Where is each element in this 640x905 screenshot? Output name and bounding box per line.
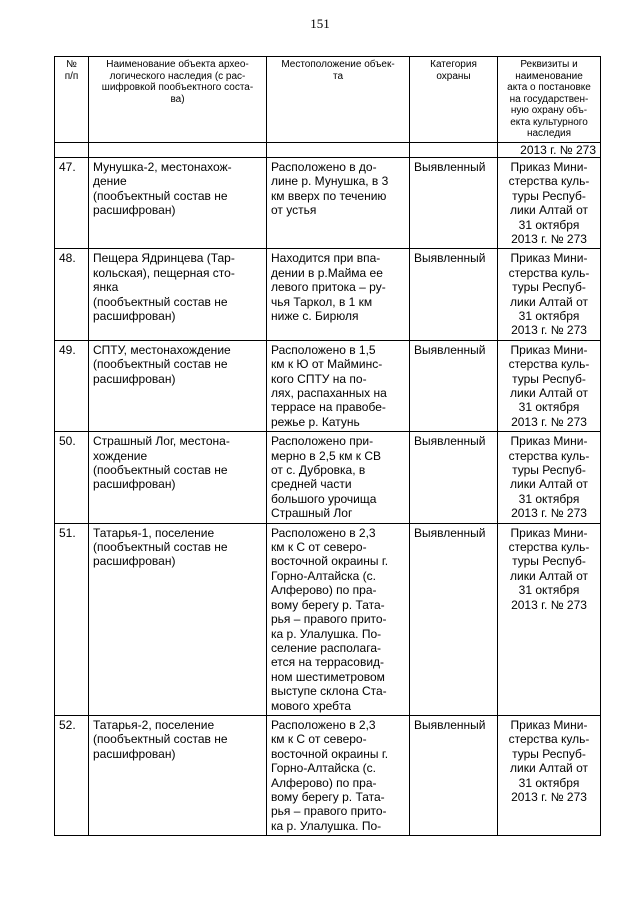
row-num: 51. [55,523,89,715]
table-row [55,249,601,340]
row-num: 47. [55,157,89,248]
header-details: Реквизиты и наименование акта о постановке на государствен- ную охрану объ- екта культурного наследия [498,57,601,143]
row-details: Приказ Мини- стерства куль- туры Респуб- лики Алтай от 31 октября 2013 г. № 273 [498,157,601,248]
row-category: Выявленный [410,249,498,340]
row-location: Расположено в 1,5 км к Ю от Майминс- кого СПТУ на по- лях, распаханных на террасе на правобе- режье р. Катунь [267,340,410,431]
row-name: СПТУ, местонахождение (пообъектный состав не расшифрован) [89,340,267,431]
table-row [55,523,601,715]
row-category: Выявленный [410,715,498,835]
row-name: Татарья-2, поселение (пообъектный состав не расшифрован) [89,715,267,835]
header-num: № п/п [55,57,89,143]
continuation-text: 2013 г. № 273 [498,142,601,157]
row-name: Мунушка-2, местонахож- дение (пообъектный состав не расшифрован) [89,157,267,248]
row-location: Расположено в 2,3 км к С от северо- восточной окраины г. Горно-Алтайска (с. Алферово) по пра- вому берегу р. Тата- рья – правого прито- ка р. Улалушка. По- селение располага- ется на террасовид- ном шестиметровом выступе склона Ста- мового хребта [267,523,410,715]
table-row [55,432,601,523]
row-details: Приказ Мини- стерства куль- туры Респуб- лики Алтай от 31 октября 2013 г. № 273 [498,249,601,340]
row-details: Приказ Мини- стерства куль- туры Респуб- лики Алтай от 31 октября 2013 г. № 273 [498,715,601,835]
row-location: Расположено в 2,3 км к С от северо- восточной окраины г. Горно-Алтайска (с. Алферово) по пра- вому берегу р. Тата- рья – правого прито- ка р. Улалушка. По- [267,715,410,835]
row-location: Находится при впа- дении в р.Майма ее левого притока – ру- чья Тарко​л, в 1 км ниже с. Бирюля [267,249,410,340]
row-num: 49. [55,340,89,431]
table-row [55,340,601,431]
row-category: Выявленный [410,340,498,431]
row-details: Приказ Мини- стерства куль- туры Респуб- лики Алтай от 31 октября 2013 г. № 273 [498,523,601,715]
row-details: Приказ Мини- стерства куль- туры Респуб- лики Алтай от 31 октября 2013 г. № 273 [498,340,601,431]
row-location: Расположено при- мерно в 2,5 км к СВ от с. Дубровка, в средней части большого урочища Страшный Лог [267,432,410,523]
row-category: Выявленный [410,157,498,248]
row-name: Татарья-1, поселение (пообъектный состав не расшифрован) [89,523,267,715]
row-location: Расположено в до- лине р. Мунушка, в 3 км вверх по течению от устья [267,157,410,248]
header-name: Наименование объекта архео- логического наследия (с рас- шифровкой пообъектного соста- ва) [89,57,267,143]
heritage-registry-table [54,56,601,836]
table-row [55,157,601,248]
row-name: Страшный Лог, местона- хождение (пообъектный состав не расшифрован) [89,432,267,523]
row-name: Пещера Ядринцева (Тар- кольская), пещерная сто- янка (пообъектный состав не расшифрован) [89,249,267,340]
row-category: Выявленный [410,523,498,715]
table-header-row [55,57,601,143]
row-details: Приказ Мини- стерства куль- туры Респуб- лики Алтай от 31 октября 2013 г. № 273 [498,432,601,523]
row-num: 50. [55,432,89,523]
header-category: Категория охраны [410,57,498,143]
continuation-row [55,142,601,157]
table-row [55,715,601,835]
page-number: 151 [310,16,330,31]
header-location: Местоположение объек- та [267,57,410,143]
row-num: 48. [55,249,89,340]
row-num: 52. [55,715,89,835]
row-category: Выявленный [410,432,498,523]
